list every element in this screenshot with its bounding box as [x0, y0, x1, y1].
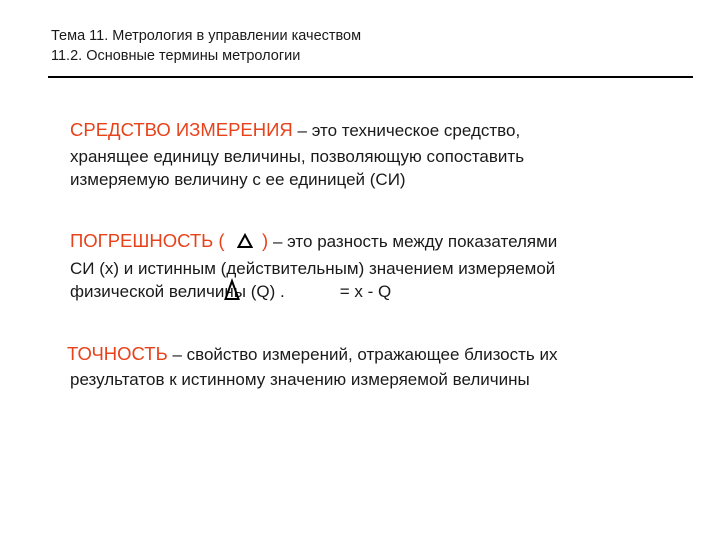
header-divider — [48, 76, 693, 78]
term-error: ПОГРЕШНОСТЬ ( — [70, 230, 225, 251]
term-accuracy: ТОЧНОСТЬ — [67, 343, 168, 364]
definition-text-line: – это разность между показателями — [268, 232, 558, 251]
definition-text-line: – свойство измерений, отражающее близость их — [167, 345, 558, 364]
term-measuring-instrument: СРЕДСТВО ИЗМЕРЕНИЯ — [70, 119, 293, 140]
definition-measuring-instrument — [70, 118, 524, 191]
term-error-close: ) — [262, 230, 269, 251]
topic-title: Тема 11. Метрология в управлении качеством — [51, 28, 362, 44]
definition-text-line: СИ (х) и истинным (действительным) значением измеряемой — [70, 259, 556, 278]
definition-text-line — [70, 280, 557, 303]
definition-error — [70, 229, 557, 303]
definition-text-line: хранящее единицу величины, позволяющую сопоставить — [70, 147, 525, 166]
delta-triangle-icon — [224, 278, 240, 307]
error-formula: = х - Q — [339, 282, 392, 301]
definition-text-fragment: физической величины (Q) . — [70, 282, 285, 301]
definition-text-line: – это техническое средство, — [292, 121, 521, 140]
slide-header — [51, 26, 361, 66]
delta-triangle-icon — [237, 232, 253, 255]
definition-text-line: измеряемую величину с ее единицей (СИ) — [70, 170, 406, 189]
definition-accuracy — [67, 342, 558, 391]
section-title: 11.2. Основные термины метрологии — [51, 48, 301, 64]
definition-text-line: результатов к истинному значению измеряемой величины — [70, 370, 530, 389]
